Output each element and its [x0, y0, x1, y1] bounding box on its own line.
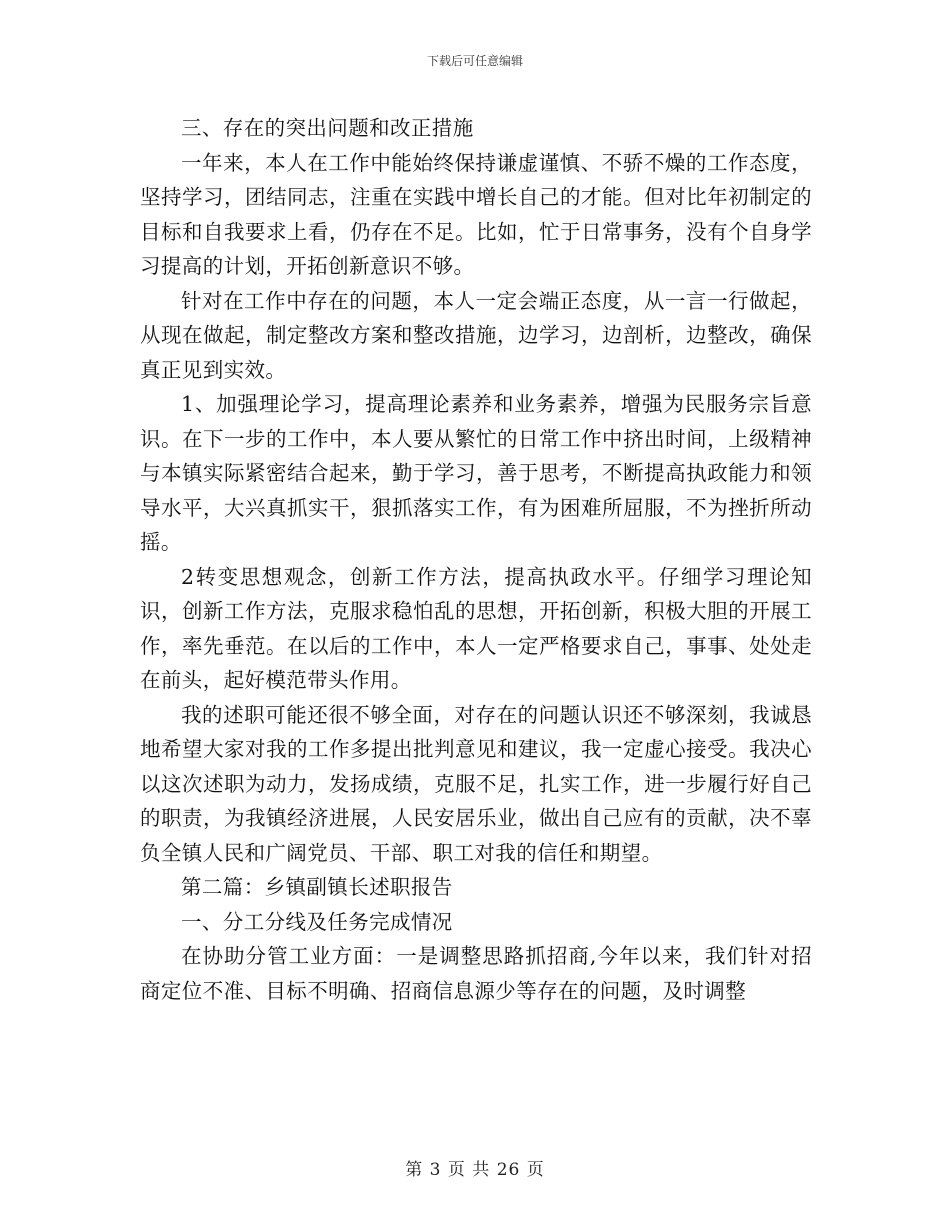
part-title: 第二篇：乡镇副镇长述职报告 — [181, 875, 453, 899]
paragraph: 针对在工作中存在的问题，本人一定会端正态度，从一言一行做起，从现在做起，制定整改方案和整改措施，边学习，边剖析，边整改，确保真正见到实效。 — [140, 288, 812, 382]
document-body — [140, 111, 812, 1008]
paragraph: 我的述职可能还很不够全面，对存在的问题认识还不够深刻，我诚恳地希望大家对我的工作多提出批判意见和建议，我一定虚心接受。我决心以这次述职为动力，发扬成绩，克服不足，扎实工作，进一步履行好自己的职责，为我镇经济进展，人民安居乐业，做出自己应有的贡献，决不辜负全镇人民和广阔党员、干部、职工对我的信任和期望。 — [140, 702, 812, 865]
section-heading: 三、存在的突出问题和改正措施 — [181, 116, 474, 140]
paragraph: 在协助分管工业方面：一是调整思路抓招商,今年以来，我们针对招商定位不准、目标不明确、招商信息源少等存在的问题，及时调整 — [140, 944, 812, 1003]
paragraph: 1、加强理论学习，提高理论素养和业务素养，增强为民服务宗旨意识。在下一步的工作中，本人要从繁忙的日常工作中挤出时间，上级精神与本镇实际紧密结合起来，勤于学习，善于思考，不断提高执政能力和领导水平，大兴真抓实干，狠抓落实工作，有为困难所屈服，不为挫折所动摇。 — [140, 392, 812, 554]
paragraph: 一年来，本人在工作中能始终保持谦虚谨慎、不骄不燥的工作态度，坚持学习，团结同志，注重在实践中增长自己的才能。但对比年初制定的目标和自我要求上看，仍存在不足。比如，忙于日常事务，没有个自身学习提高的计划，开拓创新意识不够。 — [140, 150, 812, 278]
section-heading: 一、分工分线及任务完成情况 — [181, 909, 453, 934]
page-number: 第 3 页 共 26 页 — [405, 1160, 545, 1180]
paragraph: 2转变思想观念，创新工作方法，提高执政水平。仔细学习理论知识，创新工作方法，克服求稳怕乱的思想，开拓创新，积极大胆的开展工作，率先垂范。在以后的工作中，本人一定严格要求自己，事事、处处走在前头，起好模范带头作用。 — [140, 564, 812, 692]
page-header: 下载后可任意编辑 — [426, 54, 523, 68]
